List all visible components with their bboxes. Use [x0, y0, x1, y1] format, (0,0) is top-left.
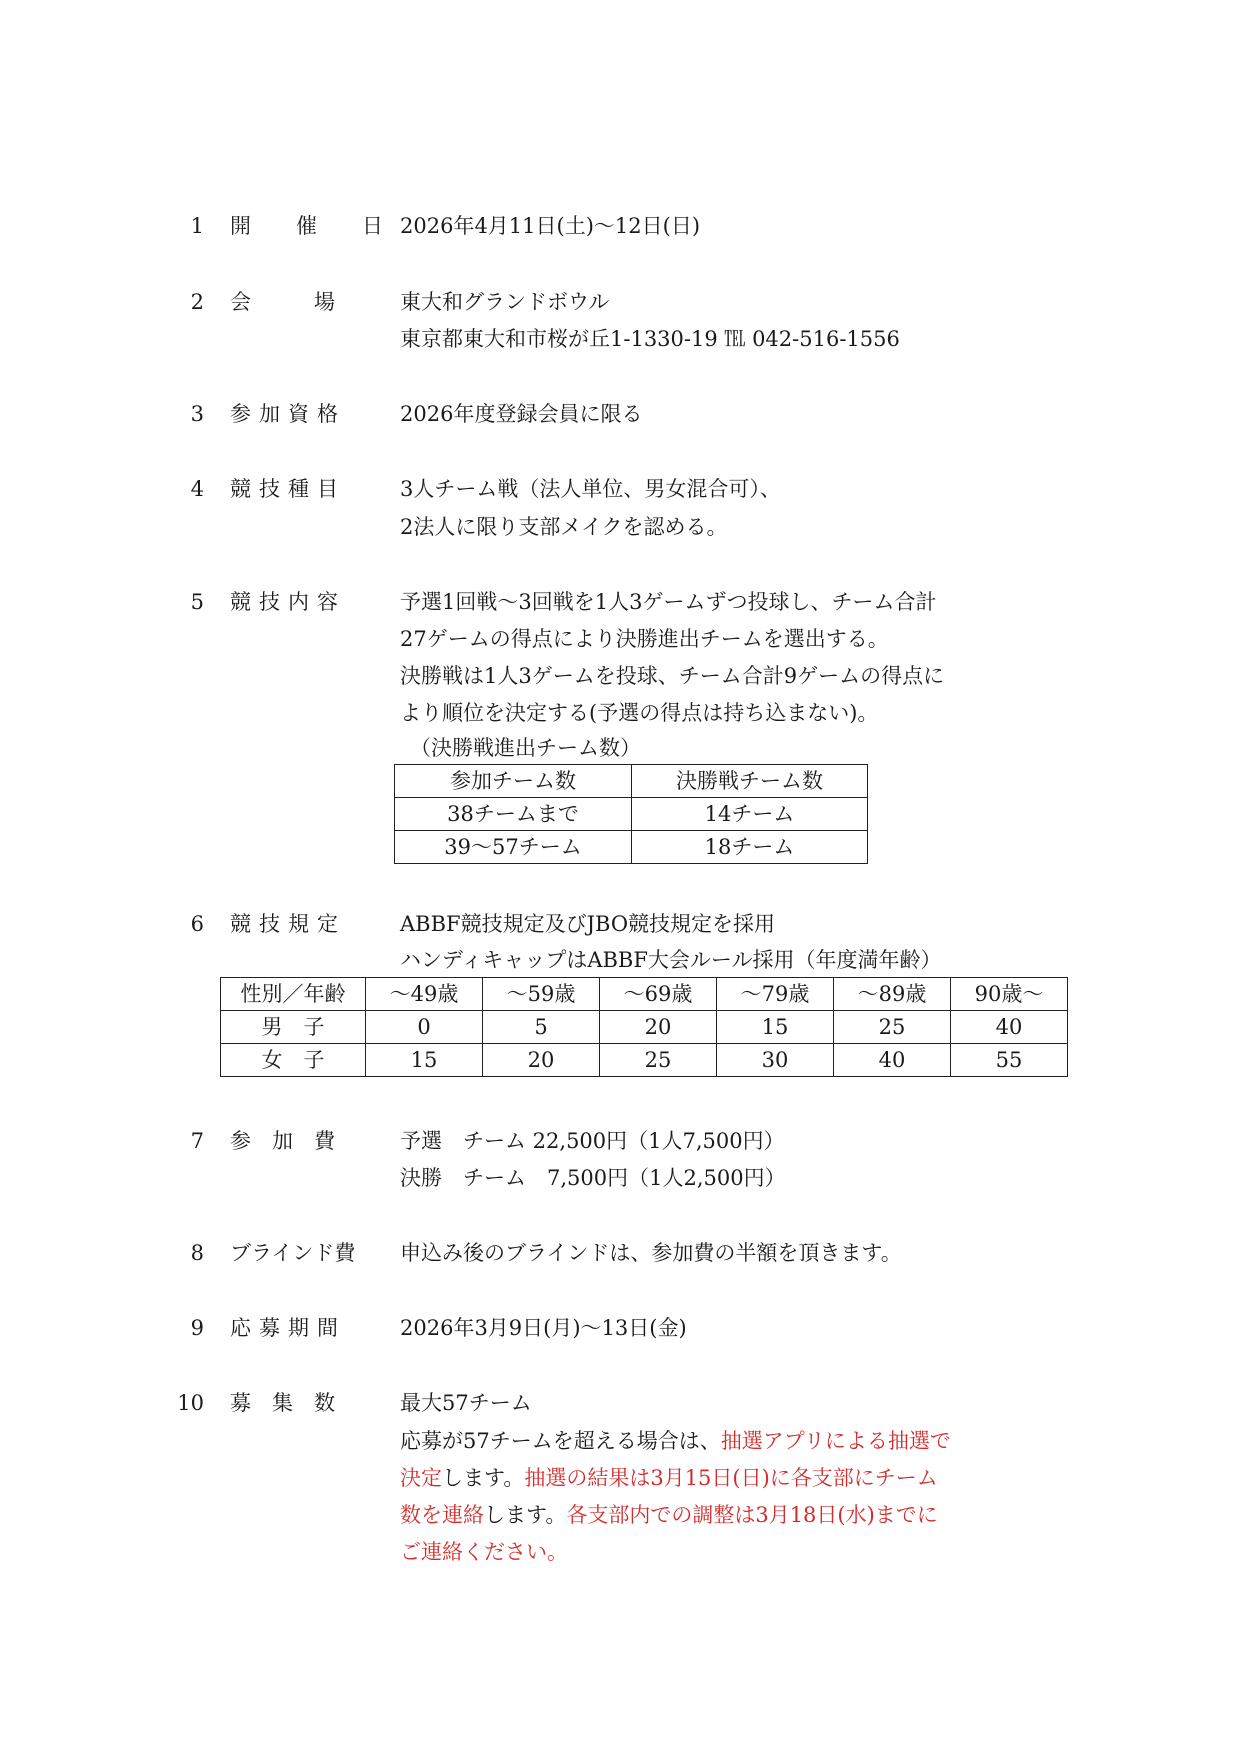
- table-row: [395, 798, 868, 831]
- handicap-table: [220, 977, 1068, 1077]
- table-header-cell: ～89歳: [834, 978, 951, 1011]
- table-cell: 40: [951, 1011, 1068, 1044]
- eligibility-value: 2026年度登録会員に限る: [400, 402, 643, 426]
- table-header-cell: ～59歳: [483, 978, 600, 1011]
- table-cell: 30: [717, 1044, 834, 1077]
- table-row: [221, 1044, 1068, 1077]
- table-cell: 男 子: [221, 1011, 366, 1044]
- table-cell: 15: [366, 1044, 483, 1077]
- item-label-venue: 会 場: [230, 290, 335, 314]
- format-line: 27ゲームの得点により決勝進出チームを選出する。: [400, 627, 889, 651]
- table-header-cell: 決勝戦チーム数: [632, 765, 868, 798]
- note-text: します。: [442, 1466, 525, 1490]
- finals-table: [394, 764, 868, 864]
- table-row: [395, 765, 868, 798]
- item-number: 7: [190, 1129, 204, 1153]
- table-cell: 女 子: [221, 1044, 366, 1077]
- event-line: 2法人に限り支部メイクを認める。: [400, 515, 728, 539]
- fee-line: 決勝 チーム 7,500円（1人2,500円）: [400, 1166, 786, 1190]
- table-row: [395, 831, 868, 864]
- table-cell: 25: [600, 1044, 717, 1077]
- table-header-cell: 90歳～: [951, 978, 1068, 1011]
- table-cell: 0: [366, 1011, 483, 1044]
- rules-line: ハンディキャップはABBF大会ルール採用（年度満年齢）: [400, 948, 942, 972]
- table-header-cell: 参加チーム数: [395, 765, 632, 798]
- note-emphasis: 抽選アプリによる抽選で: [720, 1429, 951, 1453]
- table-header-cell: ～79歳: [717, 978, 834, 1011]
- rules-line: ABBF競技規定及びJBO競技規定を採用: [400, 912, 776, 936]
- table-cell: 20: [600, 1011, 717, 1044]
- item-number: 6: [190, 912, 204, 936]
- item-number: 1: [190, 214, 204, 238]
- table-cell: 40: [834, 1044, 951, 1077]
- fee-line: 予選 チーム 22,500円（1人7,500円）: [400, 1129, 785, 1153]
- item-number: 8: [190, 1241, 204, 1265]
- table-header-cell: ～69歳: [600, 978, 717, 1011]
- table-row: [221, 978, 1068, 1011]
- recruitment-note-line: [400, 1423, 951, 1459]
- note-text: します。: [484, 1503, 567, 1527]
- item-label-blind-fee: ブラインド費: [230, 1241, 356, 1265]
- item-number: 4: [190, 477, 204, 501]
- table-header-cell: 性別／年齢: [221, 978, 366, 1011]
- item-number: 9: [190, 1316, 204, 1340]
- note-emphasis: 決定: [400, 1466, 442, 1490]
- item-label-application-period: 応募期間: [230, 1316, 346, 1340]
- table-cell: 18チーム: [632, 831, 868, 864]
- format-line: 決勝戦は1人3ゲームを投球、チーム合計9ゲームの得点に: [400, 664, 945, 688]
- table-cell: 39～57チーム: [395, 831, 632, 864]
- note-emphasis: ご連絡ください。: [400, 1540, 568, 1564]
- item-number: 5: [190, 590, 204, 614]
- item-number: 3: [190, 402, 204, 426]
- date-value: 2026年4月11日(土)～12日(日): [400, 214, 701, 238]
- item-label-date: 開 催 日: [230, 214, 395, 238]
- note-emphasis: 各支部内での調整は3月18日(水)までに: [566, 1503, 938, 1527]
- item-number: 10: [177, 1391, 204, 1415]
- item-number: 2: [190, 290, 204, 314]
- format-line: より順位を決定する(予選の得点は持ち込まない)。: [400, 701, 879, 725]
- table-cell: 55: [951, 1044, 1068, 1077]
- table-cell: 15: [717, 1011, 834, 1044]
- table-row: [221, 1011, 1068, 1044]
- recruitment-note-line: [400, 1460, 938, 1496]
- item-label-fee: 参 加 費: [230, 1129, 335, 1153]
- table-cell: 25: [834, 1011, 951, 1044]
- note-emphasis: 抽選の結果は3月15日(日)に各支部にチーム: [524, 1466, 938, 1490]
- table-cell: 5: [483, 1011, 600, 1044]
- item-label-rules: 競技規定: [230, 912, 346, 936]
- item-label-format: 競技内容: [230, 590, 346, 614]
- venue-address: 東京都東大和市桜が丘1-1330-19 ℡ 042-516-1556: [400, 327, 900, 351]
- note-emphasis: 数を連絡: [400, 1503, 484, 1527]
- format-line: 予選1回戦～3回戦を1人3ゲームずつ投球し、チーム合計: [400, 590, 937, 614]
- recruitment-max: 最大57チーム: [400, 1391, 532, 1415]
- item-label-eligibility: 参加資格: [230, 402, 346, 426]
- item-label-event: 競技種目: [230, 477, 346, 501]
- application-period-value: 2026年3月9日(月)～13日(金): [400, 1316, 687, 1340]
- note-text: 応募が57チームを超える場合は、: [400, 1429, 721, 1453]
- table-cell: 14チーム: [632, 798, 868, 831]
- recruitment-note-line: [400, 1534, 568, 1570]
- venue-name: 東大和グランドボウル: [400, 290, 610, 314]
- blind-fee-value: 申込み後のブラインドは、参加費の半額を頂きます。: [400, 1241, 902, 1265]
- event-line: 3人チーム戦（法人単位、男女混合可）、: [400, 477, 781, 501]
- table-cell: 38チームまで: [395, 798, 632, 831]
- item-label-recruitment: 募 集 数: [230, 1391, 335, 1415]
- table-header-cell: ～49歳: [366, 978, 483, 1011]
- finals-table-caption: （決勝戦進出チーム数）: [410, 736, 641, 760]
- recruitment-note-line: [400, 1497, 938, 1533]
- table-cell: 20: [483, 1044, 600, 1077]
